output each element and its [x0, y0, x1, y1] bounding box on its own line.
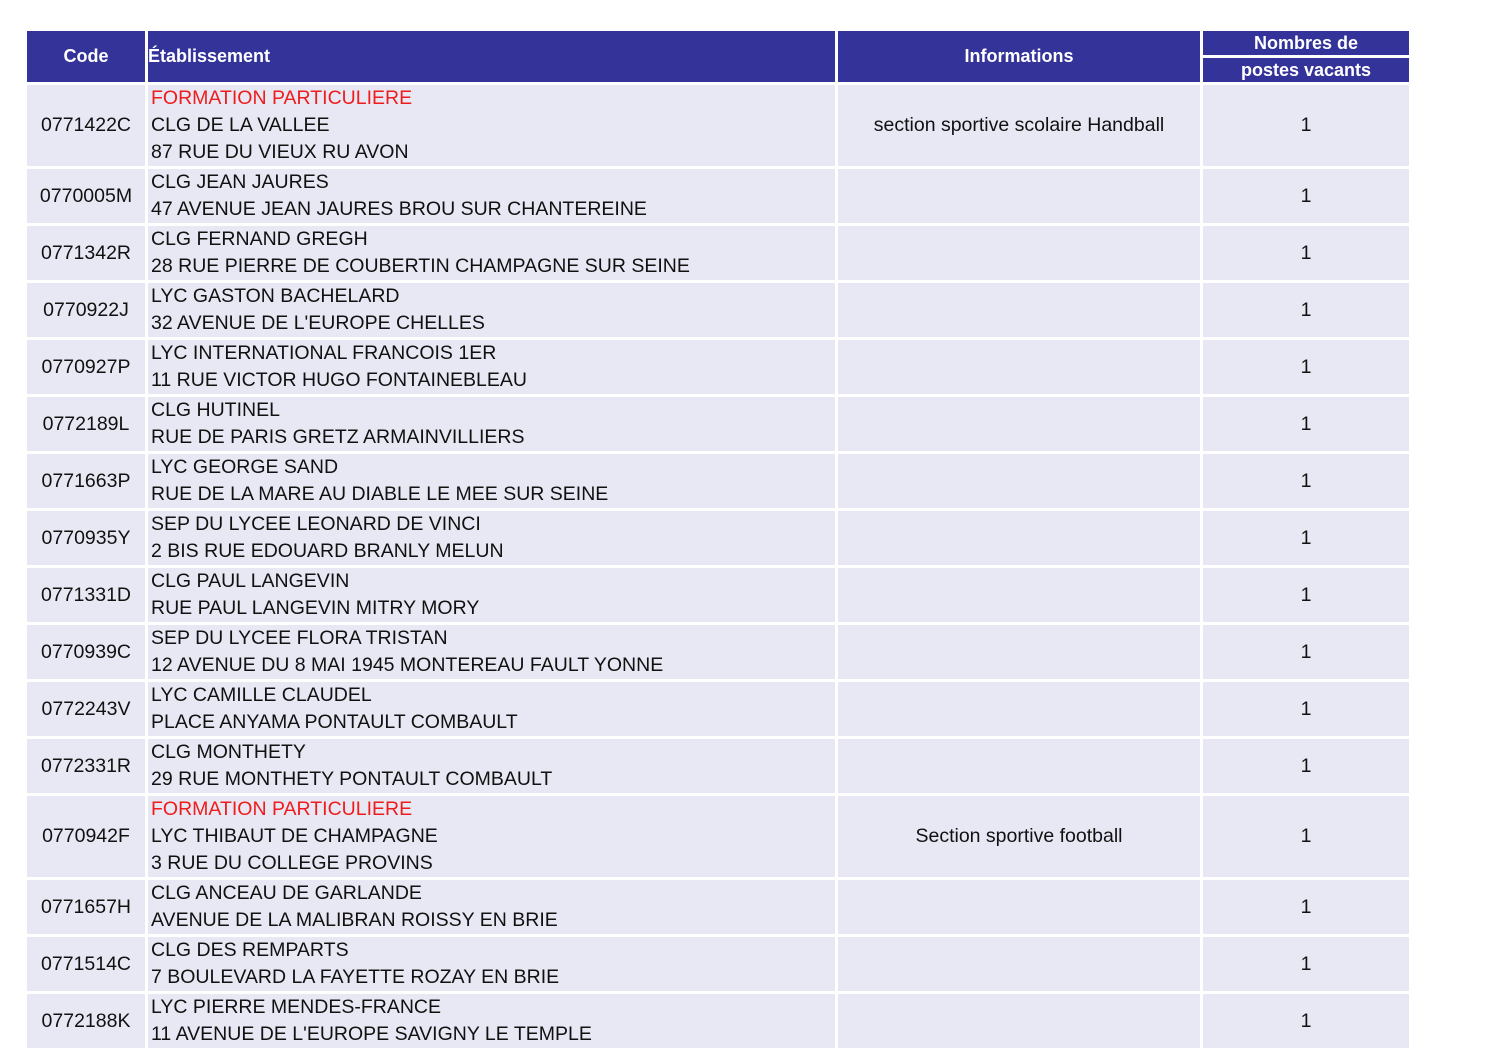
cell-etablissement — [148, 994, 835, 1048]
cell-informations — [838, 283, 1200, 337]
etablissement-address: 11 AVENUE DE L'EUROPE SAVIGNY LE TEMPLE — [151, 1023, 592, 1045]
cell-etablissement — [148, 739, 835, 793]
cell-postes: 1 — [1203, 397, 1409, 451]
etablissement-name: SEP DU LYCEE FLORA TRISTAN — [151, 627, 448, 649]
cell-informations — [838, 169, 1200, 223]
cell-informations — [838, 511, 1200, 565]
table-header — [27, 31, 1409, 82]
cell-etablissement — [148, 625, 835, 679]
etablissement-address: RUE DE PARIS GRETZ ARMAINVILLIERS — [151, 426, 525, 448]
cell-code: 0771657H — [27, 880, 145, 934]
header-row — [27, 31, 1409, 55]
cell-etablissement — [148, 85, 835, 166]
etablissement-lines — [148, 283, 835, 337]
cell-code: 0770927P — [27, 340, 145, 394]
cell-etablissement — [148, 682, 835, 736]
etablissement-lines — [148, 625, 835, 679]
etablissement-address: 87 RUE DU VIEUX RU AVON — [151, 141, 409, 163]
cell-postes: 1 — [1203, 937, 1409, 991]
cell-etablissement — [148, 937, 835, 991]
etablissement-address: PLACE ANYAMA PONTAULT COMBAULT — [151, 711, 518, 733]
table-row — [27, 85, 1409, 166]
etablissement-name: CLG PAUL LANGEVIN — [151, 570, 350, 592]
cell-postes: 1 — [1203, 682, 1409, 736]
etablissement-lines — [148, 739, 835, 793]
cell-informations: section sportive scolaire Handball — [838, 85, 1200, 166]
header-informations: Informations — [838, 31, 1200, 82]
cell-informations — [838, 226, 1200, 280]
cell-code: 0770922J — [27, 283, 145, 337]
cell-code: 0771422C — [27, 85, 145, 166]
cell-code: 0770939C — [27, 625, 145, 679]
table-row — [27, 937, 1409, 991]
cell-informations — [838, 454, 1200, 508]
etablissement-lines — [148, 568, 835, 622]
etablissement-name: SEP DU LYCEE LEONARD DE VINCI — [151, 513, 481, 535]
etablissement-name: CLG ANCEAU DE GARLANDE — [151, 882, 422, 904]
etablissement-name: LYC INTERNATIONAL FRANCOIS 1ER — [151, 342, 497, 364]
etablissement-lines — [148, 226, 835, 280]
etablissement-name: LYC THIBAUT DE CHAMPAGNE — [151, 825, 438, 847]
table-row — [27, 796, 1409, 877]
etablissement-name: CLG FERNAND GREGH — [151, 228, 368, 250]
etablissement-lines — [148, 340, 835, 394]
etablissement-address: RUE PAUL LANGEVIN MITRY MORY — [151, 597, 480, 619]
etablissement-lines — [148, 994, 835, 1048]
cell-postes: 1 — [1203, 511, 1409, 565]
etablissement-address: AVENUE DE LA MALIBRAN ROISSY EN BRIE — [151, 909, 558, 931]
etablissement-name: CLG HUTINEL — [151, 399, 280, 421]
table-row — [27, 169, 1409, 223]
table-row — [27, 226, 1409, 280]
header-etablissement: Établissement — [148, 31, 835, 82]
table-row — [27, 397, 1409, 451]
etablissement-address: 11 RUE VICTOR HUGO FONTAINEBLEAU — [151, 369, 527, 391]
etablissement-name: CLG JEAN JAURES — [151, 171, 329, 193]
etablissement-address: 7 BOULEVARD LA FAYETTE ROZAY EN BRIE — [151, 966, 560, 988]
cell-postes: 1 — [1203, 739, 1409, 793]
etablissement-address: 32 AVENUE DE L'EUROPE CHELLES — [151, 312, 485, 334]
table-row — [27, 283, 1409, 337]
etablissement-address: 29 RUE MONTHETY PONTAULT COMBAULT — [151, 768, 553, 790]
formation-tag: FORMATION PARTICULIERE — [151, 87, 413, 109]
etablissement-lines — [148, 169, 835, 223]
etablissement-address: 12 AVENUE DU 8 MAI 1945 MONTEREAU FAULT YONNE — [151, 654, 664, 676]
cell-code: 0772188K — [27, 994, 145, 1048]
table-row — [27, 994, 1409, 1048]
cell-informations — [838, 937, 1200, 991]
cell-code: 0771342R — [27, 226, 145, 280]
cell-postes: 1 — [1203, 283, 1409, 337]
etablissement-name: LYC GASTON BACHELARD — [151, 285, 400, 307]
etablissement-lines — [148, 682, 835, 736]
table-row — [27, 454, 1409, 508]
etablissement-lines — [148, 511, 835, 565]
table-row — [27, 568, 1409, 622]
cell-etablissement — [148, 169, 835, 223]
etablissement-lines — [148, 397, 835, 451]
table-row — [27, 340, 1409, 394]
cell-postes: 1 — [1203, 85, 1409, 166]
cell-informations — [838, 625, 1200, 679]
table-row — [27, 511, 1409, 565]
cell-informations — [838, 397, 1200, 451]
formation-tag: FORMATION PARTICULIERE — [151, 798, 413, 820]
cell-informations — [838, 568, 1200, 622]
cell-postes: 1 — [1203, 568, 1409, 622]
cell-postes: 1 — [1203, 796, 1409, 877]
vacancies-table — [24, 28, 1412, 1051]
cell-etablissement — [148, 340, 835, 394]
cell-postes: 1 — [1203, 625, 1409, 679]
etablissement-lines — [148, 796, 835, 877]
cell-code: 0772189L — [27, 397, 145, 451]
table-body — [27, 85, 1409, 1048]
table-row — [27, 625, 1409, 679]
cell-code: 0770942F — [27, 796, 145, 877]
etablissement-address: 3 RUE DU COLLEGE PROVINS — [151, 852, 433, 874]
cell-etablissement — [148, 796, 835, 877]
cell-code: 0771514C — [27, 937, 145, 991]
cell-informations: Section sportive football — [838, 796, 1200, 877]
header-nombres-line2: postes vacants — [1203, 58, 1409, 82]
etablissement-name: CLG DES REMPARTS — [151, 939, 349, 961]
header-nombres-line1: Nombres de — [1203, 31, 1409, 55]
cell-informations — [838, 340, 1200, 394]
cell-code: 0772243V — [27, 682, 145, 736]
etablissement-lines — [148, 454, 835, 508]
table-row — [27, 880, 1409, 934]
etablissement-address: 28 RUE PIERRE DE COUBERTIN CHAMPAGNE SUR SEINE — [151, 255, 690, 277]
cell-postes: 1 — [1203, 340, 1409, 394]
etablissement-address: 2 BIS RUE EDOUARD BRANLY MELUN — [151, 540, 504, 562]
cell-postes: 1 — [1203, 994, 1409, 1048]
etablissement-name: LYC PIERRE MENDES-FRANCE — [151, 996, 442, 1018]
cell-etablissement — [148, 454, 835, 508]
etablissement-name: CLG MONTHETY — [151, 741, 306, 763]
cell-informations — [838, 880, 1200, 934]
cell-informations — [838, 739, 1200, 793]
cell-etablissement — [148, 511, 835, 565]
cell-code: 0772331R — [27, 739, 145, 793]
cell-informations — [838, 682, 1200, 736]
etablissement-name: LYC CAMILLE CLAUDEL — [151, 684, 372, 706]
cell-postes: 1 — [1203, 226, 1409, 280]
cell-postes: 1 — [1203, 454, 1409, 508]
etablissement-address: RUE DE LA MARE AU DIABLE LE MEE SUR SEINE — [151, 483, 609, 505]
cell-postes: 1 — [1203, 880, 1409, 934]
etablissement-lines — [148, 85, 835, 166]
cell-postes: 1 — [1203, 169, 1409, 223]
cell-code: 0770935Y — [27, 511, 145, 565]
cell-code: 0771663P — [27, 454, 145, 508]
cell-etablissement — [148, 568, 835, 622]
etablissement-address: 47 AVENUE JEAN JAURES BROU SUR CHANTEREINE — [151, 198, 647, 220]
cell-code: 0771331D — [27, 568, 145, 622]
table-row — [27, 682, 1409, 736]
etablissement-lines — [148, 880, 835, 934]
cell-etablissement — [148, 226, 835, 280]
header-code: Code — [27, 31, 145, 82]
cell-etablissement — [148, 880, 835, 934]
cell-informations — [838, 994, 1200, 1048]
cell-etablissement — [148, 283, 835, 337]
cell-etablissement — [148, 397, 835, 451]
etablissement-lines — [148, 937, 835, 991]
etablissement-name: CLG DE LA VALLEE — [151, 114, 330, 136]
table-row — [27, 739, 1409, 793]
etablissement-name: LYC GEORGE SAND — [151, 456, 339, 478]
cell-code: 0770005M — [27, 169, 145, 223]
